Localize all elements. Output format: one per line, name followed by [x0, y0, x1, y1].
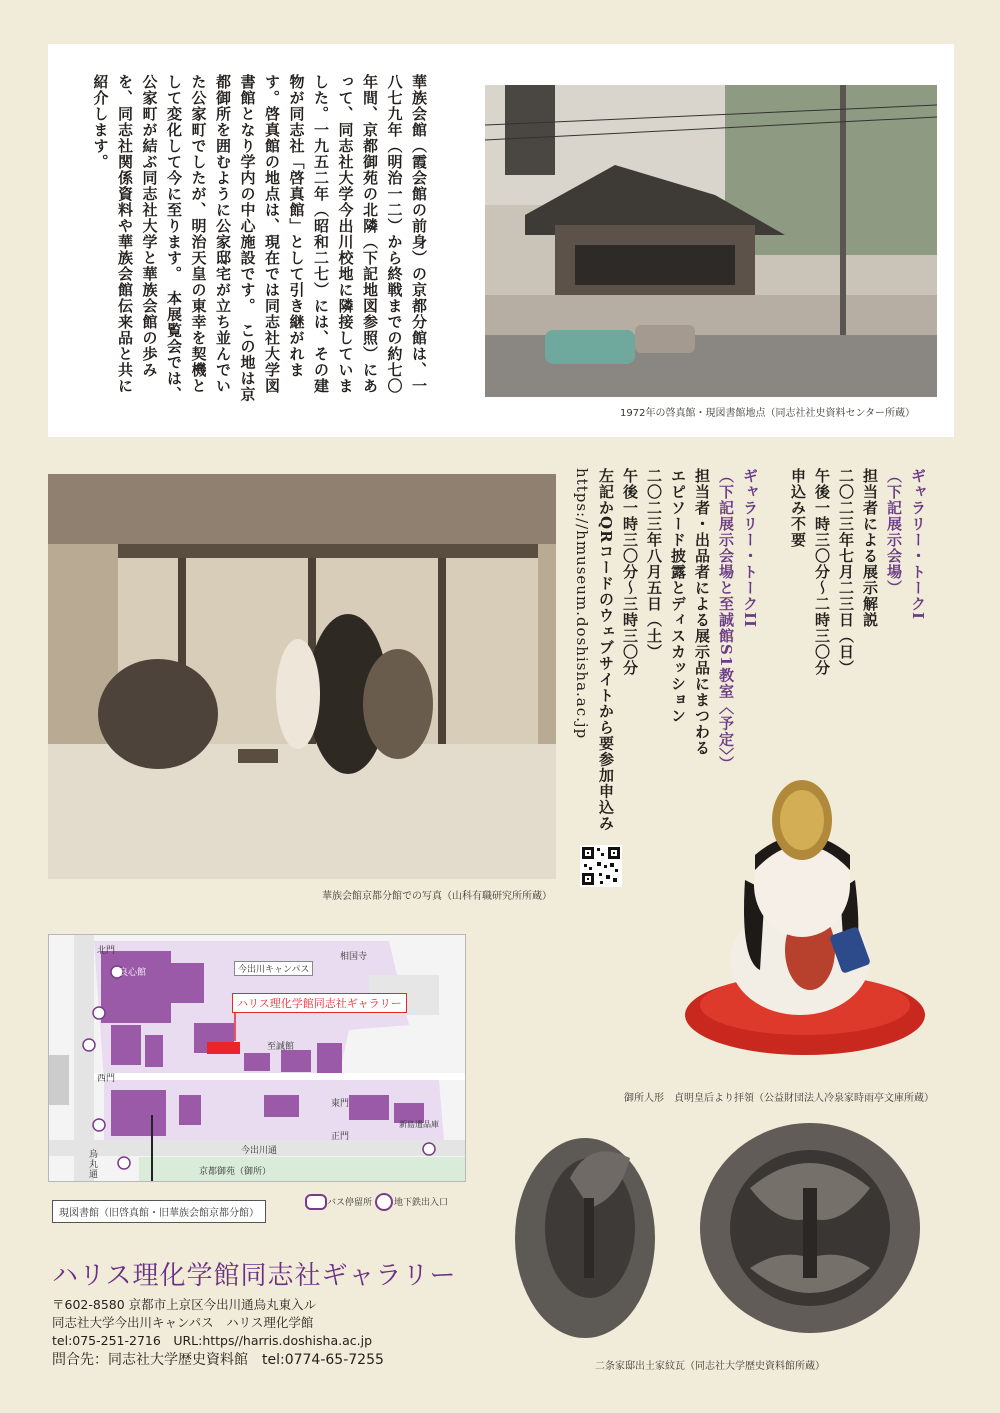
map-label-karasuma: 烏丸通	[89, 1150, 99, 1180]
gallery-title: ハリス理化学館同志社ギャラリー	[52, 1261, 457, 1291]
legend-bus-icon	[305, 1194, 327, 1210]
caption-ceremony: 華族会館京都分館での写真（山科有職研究所所蔵）	[322, 891, 552, 902]
map-label-north-gate: 北門	[97, 946, 116, 956]
map-label-imadegawa: 今出川通	[241, 1146, 278, 1156]
footer-address: 〒602-8580 京都市上京区今出川通烏丸東入ル	[52, 1297, 317, 1312]
legend-subway-label: 地下鉄出入口	[394, 1198, 449, 1208]
photo-ceremony	[48, 474, 556, 879]
footer-campus: 同志社大学今出川キャンパス ハリス理化学館	[52, 1315, 314, 1330]
caption-doll: 御所人形 貞明皇后より拝領（公益財団法人冷泉家時雨亭文庫所蔵）	[624, 1093, 934, 1104]
gallery-talk-2-time: 午後一時三〇分〜三時三〇分	[621, 468, 639, 676]
gallery-talk-1-time: 午後一時三〇分〜二時三〇分	[813, 468, 831, 676]
gallery-talk-2-desc-1: 担当者・出品者による展示品にまつわる	[693, 468, 711, 756]
gallery-talk-2-note: 左記かQRコードのウェブサイトから要参加申込み	[597, 468, 615, 832]
map-label-ryoshinkan: 良心館	[119, 968, 147, 978]
caption-photo-1972: 1972年の啓真館・現図書館地点（同志社社史資料センター所蔵）	[620, 408, 916, 419]
gallery-talk-2-url[interactable]: https://hmuseum.doshisha.ac.jp	[573, 468, 591, 740]
map-label-west-gate: 西門	[97, 1074, 116, 1084]
map-label-shinshimaya: 新島遺品庫	[399, 1120, 439, 1129]
photo-1972-keishinkan	[485, 85, 937, 397]
legend-bus-label: バス停留所	[327, 1198, 373, 1208]
gallery-talk-1-title: ギャラリー・トークI	[909, 468, 927, 621]
gallery-talk-1-date: 二〇二三年七月二三日（日）	[837, 468, 855, 676]
intro-text: 華族会館（霞会館の前身）の京都分館は、一八七九年（明治一二）から終戦までの約七〇年間、京都御苑の北隣（下記地図参照）にあって、同志社大学今出川校地に隣接していました。一九五二年（昭和二七）には、その建物が同志社「啓真館」として引き継がれます。啓真館の地点は、現在では同志社大学図書館となり学内の中心施設です。 この地は京都御所を囲むように公家邸宅が立ち並んでいた公家町でしたが、明治天皇の東幸を契機として変化して今に至ります。 本展覧会では、公家町が結ぶ同志社大学と華族会館の歩みを、同志社関係資料や華族会館伝来品と共に紹介します。	[91, 74, 428, 403]
map-label-main-gate: 正門	[331, 1132, 350, 1142]
gallery-talk-2-venue: （下記展示会場と至誠館S1教室〈予定〉）	[717, 468, 735, 772]
map-label-gyoen: 京都御苑（御所）	[199, 1167, 272, 1177]
campus-map	[48, 934, 466, 1182]
footer-contact: 問合先：同志社大学歴史資料館 tel:0774-65-7255	[52, 1352, 384, 1368]
map-label-shokokuji: 相国寺	[340, 952, 368, 962]
gallery-talk-2-title: ギャラリー・トークII	[741, 468, 759, 629]
gallery-talk-1-note: 申込み不要	[789, 468, 807, 548]
legend-subway-icon	[375, 1193, 393, 1211]
gallery-talk-2-date: 二〇二三年八月五日（土）	[645, 468, 663, 660]
photo-family-crest-tiles	[510, 1118, 950, 1348]
qr-code-icon[interactable]	[580, 845, 622, 887]
caption-tiles: 二条家邸出土家紋瓦（同志社大学歴史資料館所蔵）	[595, 1361, 825, 1372]
gallery-talk-1-desc: 担当者による展示解説	[861, 468, 879, 628]
footer-tel-url[interactable]: tel:075-251-2716 URL:https//harris.doshisha.ac.jp	[52, 1333, 373, 1348]
map-label-east-gate: 東門	[331, 1099, 350, 1109]
gallery-talk-2-desc-2: エピソード披露とディスカッション	[669, 468, 687, 724]
map-label-gallery: ハリス理化学館同志社ギャラリー	[232, 993, 407, 1013]
gallery-talk-1-venue: （下記展示会場）	[885, 468, 903, 596]
map-label-library: 現図書館（旧啓真館・旧華族会館京都分館）	[52, 1200, 266, 1223]
map-label-campus: 今出川キャンパス	[234, 961, 313, 976]
map-label-shiseikan: 至誠館	[267, 1042, 295, 1052]
photo-gosho-doll	[660, 760, 950, 1060]
